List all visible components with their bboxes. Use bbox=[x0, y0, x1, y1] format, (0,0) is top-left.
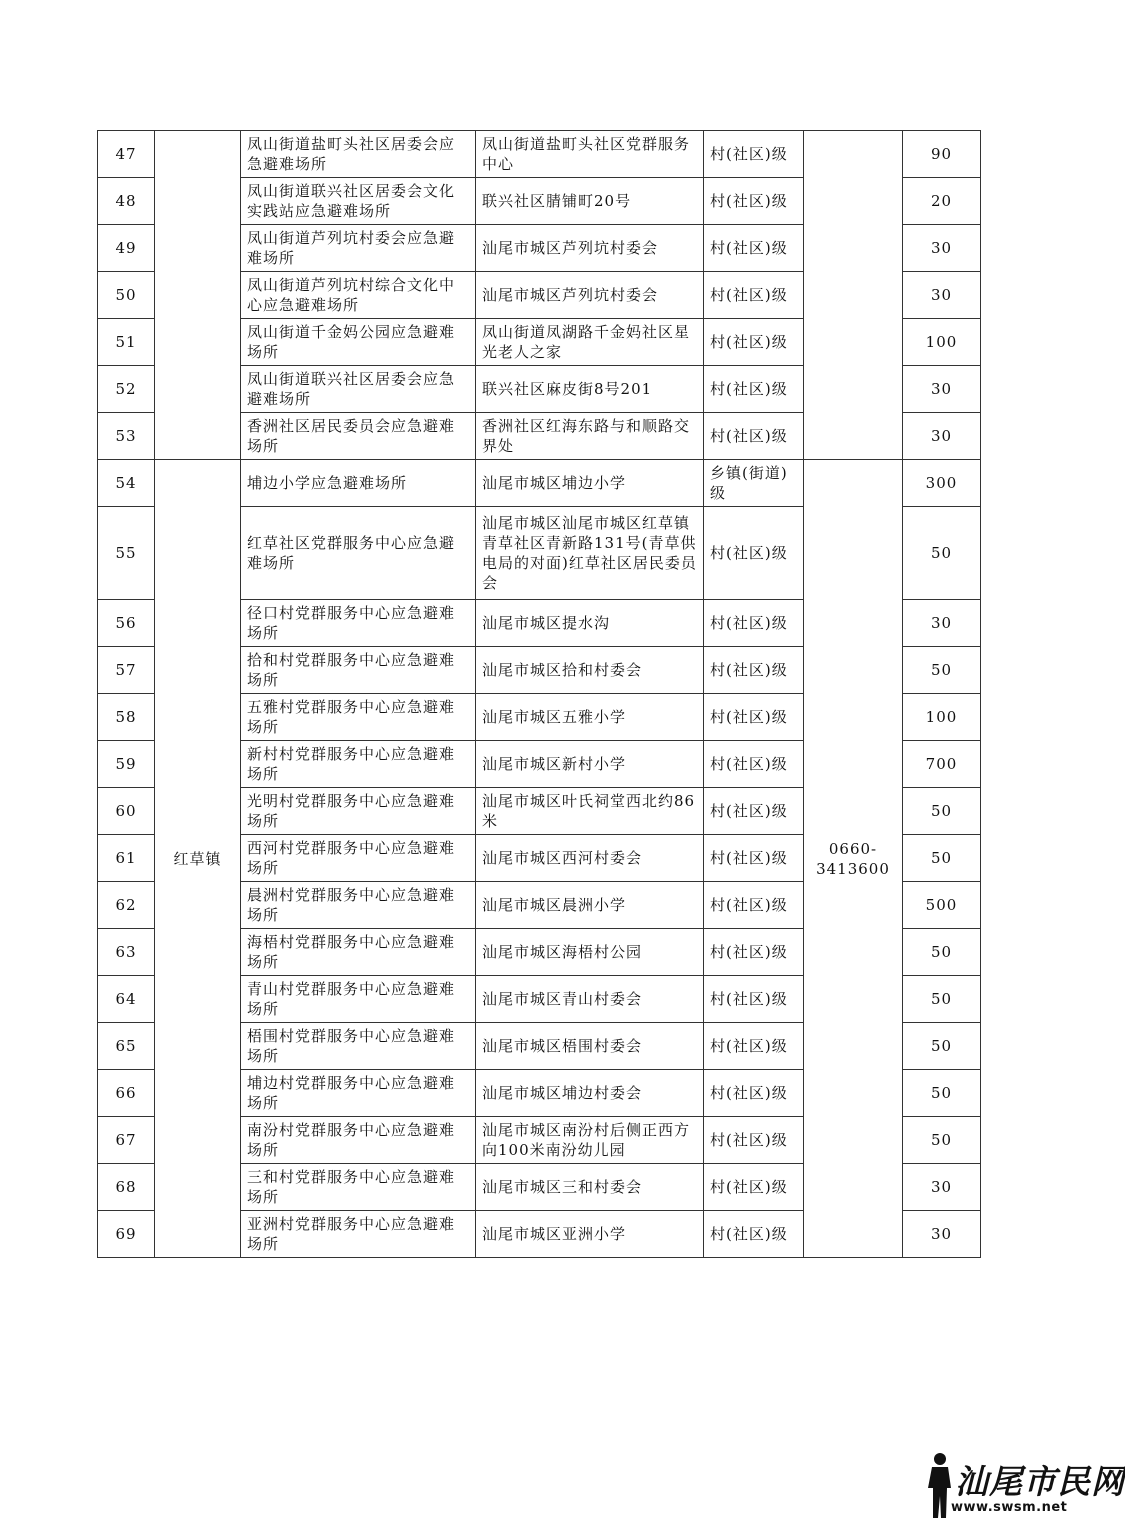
shelter-address: 凤山街道盐町头社区党群服务中心 bbox=[476, 131, 704, 178]
shelter-capacity: 100 bbox=[903, 694, 981, 741]
shelter-name: 凤山街道芦列坑村综合文化中心应急避难场所 bbox=[241, 272, 476, 319]
shelter-capacity: 20 bbox=[903, 178, 981, 225]
shelter-name: 亚洲村党群服务中心应急避难场所 bbox=[241, 1211, 476, 1258]
row-number: 67 bbox=[98, 1117, 155, 1164]
shelter-name: 香洲社区居民委员会应急避难场所 bbox=[241, 413, 476, 460]
shelter-name: 凤山街道千金妈公园应急避难场所 bbox=[241, 319, 476, 366]
row-number: 54 bbox=[98, 460, 155, 507]
shelter-level: 村(社区)级 bbox=[704, 366, 804, 413]
shelter-address: 汕尾市城区青山村委会 bbox=[476, 976, 704, 1023]
shelter-name: 凤山街道联兴社区居委会文化实践站应急避难场所 bbox=[241, 178, 476, 225]
shelter-address: 汕尾市城区亚洲小学 bbox=[476, 1211, 704, 1258]
shelter-capacity: 50 bbox=[903, 835, 981, 882]
phone-cell: 0660-3413600 bbox=[804, 460, 903, 1258]
shelter-name: 五雅村党群服务中心应急避难场所 bbox=[241, 694, 476, 741]
shelter-address: 汕尾市城区芦列坑村委会 bbox=[476, 225, 704, 272]
shelter-level: 村(社区)级 bbox=[704, 131, 804, 178]
shelter-level: 村(社区)级 bbox=[704, 694, 804, 741]
row-number: 48 bbox=[98, 178, 155, 225]
shelter-capacity: 50 bbox=[903, 647, 981, 694]
shelter-address: 汕尾市城区南汾村后侧正西方向100米南汾幼儿园 bbox=[476, 1117, 704, 1164]
row-number: 53 bbox=[98, 413, 155, 460]
shelter-level: 村(社区)级 bbox=[704, 835, 804, 882]
row-number: 57 bbox=[98, 647, 155, 694]
shelter-capacity: 30 bbox=[903, 413, 981, 460]
row-number: 61 bbox=[98, 835, 155, 882]
shelter-address: 汕尾市城区提水沟 bbox=[476, 600, 704, 647]
shelter-capacity: 30 bbox=[903, 272, 981, 319]
shelter-address: 汕尾市城区拾和村委会 bbox=[476, 647, 704, 694]
shelter-level: 村(社区)级 bbox=[704, 1211, 804, 1258]
shelter-address: 汕尾市城区埔边村委会 bbox=[476, 1070, 704, 1117]
shelter-capacity: 50 bbox=[903, 788, 981, 835]
shelter-level: 村(社区)级 bbox=[704, 788, 804, 835]
row-number: 50 bbox=[98, 272, 155, 319]
shelter-level: 村(社区)级 bbox=[704, 600, 804, 647]
shelter-name: 新村村党群服务中心应急避难场所 bbox=[241, 741, 476, 788]
shelter-level: 村(社区)级 bbox=[704, 413, 804, 460]
shelter-capacity: 50 bbox=[903, 1023, 981, 1070]
site-watermark bbox=[915, 1452, 1125, 1522]
row-number: 66 bbox=[98, 1070, 155, 1117]
shelter-capacity: 30 bbox=[903, 225, 981, 272]
shelter-name: 径口村党群服务中心应急避难场所 bbox=[241, 600, 476, 647]
shelter-address: 汕尾市城区新村小学 bbox=[476, 741, 704, 788]
shelter-level: 村(社区)级 bbox=[704, 1117, 804, 1164]
shelter-name: 埔边小学应急避难场所 bbox=[241, 460, 476, 507]
row-number: 64 bbox=[98, 976, 155, 1023]
shelter-name: 凤山街道芦列坑村委会应急避难场所 bbox=[241, 225, 476, 272]
shelter-name: 红草社区党群服务中心应急避难场所 bbox=[241, 507, 476, 600]
shelter-address: 联兴社区腈铺町20号 bbox=[476, 178, 704, 225]
watermark-title: 汕尾市民网 bbox=[955, 1462, 1125, 1501]
shelter-level: 村(社区)级 bbox=[704, 507, 804, 600]
row-number: 52 bbox=[98, 366, 155, 413]
shelter-address: 香洲社区红海东路与和顺路交界处 bbox=[476, 413, 704, 460]
shelter-name: 梧围村党群服务中心应急避难场所 bbox=[241, 1023, 476, 1070]
row-number: 65 bbox=[98, 1023, 155, 1070]
shelter-address: 汕尾市城区海梧村公园 bbox=[476, 929, 704, 976]
shelter-level: 村(社区)级 bbox=[704, 647, 804, 694]
shelter-level: 村(社区)级 bbox=[704, 929, 804, 976]
shelter-level: 村(社区)级 bbox=[704, 272, 804, 319]
shelter-address: 汕尾市城区芦列坑村委会 bbox=[476, 272, 704, 319]
row-number: 47 bbox=[98, 131, 155, 178]
shelter-name: 埔边村党群服务中心应急避难场所 bbox=[241, 1070, 476, 1117]
shelter-capacity: 30 bbox=[903, 1211, 981, 1258]
shelter-level: 村(社区)级 bbox=[704, 178, 804, 225]
shelter-level: 村(社区)级 bbox=[704, 225, 804, 272]
shelter-capacity: 700 bbox=[903, 741, 981, 788]
row-number: 69 bbox=[98, 1211, 155, 1258]
shelter-capacity: 300 bbox=[903, 460, 981, 507]
phone-cell-previous-group bbox=[804, 131, 903, 460]
table-row bbox=[98, 460, 981, 507]
shelter-address: 凤山街道凤湖路千金妈社区星光老人之家 bbox=[476, 319, 704, 366]
row-number: 60 bbox=[98, 788, 155, 835]
shelter-capacity: 50 bbox=[903, 1117, 981, 1164]
shelter-address: 汕尾市城区埔边小学 bbox=[476, 460, 704, 507]
shelter-name: 青山村党群服务中心应急避难场所 bbox=[241, 976, 476, 1023]
shelter-capacity: 50 bbox=[903, 929, 981, 976]
shelter-name: 南汾村党群服务中心应急避难场所 bbox=[241, 1117, 476, 1164]
shelter-capacity: 90 bbox=[903, 131, 981, 178]
shelter-level: 村(社区)级 bbox=[704, 1023, 804, 1070]
shelter-level: 乡镇(街道)级 bbox=[704, 460, 804, 507]
row-number: 58 bbox=[98, 694, 155, 741]
row-number: 51 bbox=[98, 319, 155, 366]
shelter-address: 汕尾市城区梧围村委会 bbox=[476, 1023, 704, 1070]
shelter-level: 村(社区)级 bbox=[704, 741, 804, 788]
shelter-name: 海梧村党群服务中心应急避难场所 bbox=[241, 929, 476, 976]
row-number: 59 bbox=[98, 741, 155, 788]
shelter-address: 汕尾市城区西河村委会 bbox=[476, 835, 704, 882]
shelter-capacity: 30 bbox=[903, 600, 981, 647]
row-number: 63 bbox=[98, 929, 155, 976]
shelter-table-container bbox=[97, 130, 980, 1258]
shelter-level: 村(社区)级 bbox=[704, 976, 804, 1023]
shelter-capacity: 100 bbox=[903, 319, 981, 366]
shelter-capacity: 500 bbox=[903, 882, 981, 929]
shelter-capacity: 50 bbox=[903, 976, 981, 1023]
shelter-capacity: 50 bbox=[903, 507, 981, 600]
shelter-address: 汕尾市城区汕尾市城区红草镇青草社区青新路131号(青草供电局的对面)红草社区居民委员会 bbox=[476, 507, 704, 600]
shelter-name: 西河村党群服务中心应急避难场所 bbox=[241, 835, 476, 882]
row-number: 56 bbox=[98, 600, 155, 647]
shelter-capacity: 30 bbox=[903, 366, 981, 413]
shelter-level: 村(社区)级 bbox=[704, 882, 804, 929]
row-number: 62 bbox=[98, 882, 155, 929]
shelter-level: 村(社区)级 bbox=[704, 1070, 804, 1117]
shelter-address: 汕尾市城区叶氏祠堂西北约86米 bbox=[476, 788, 704, 835]
row-number: 68 bbox=[98, 1164, 155, 1211]
shelter-name: 拾和村党群服务中心应急避难场所 bbox=[241, 647, 476, 694]
shelter-address: 汕尾市城区五雅小学 bbox=[476, 694, 704, 741]
shelter-name: 三和村党群服务中心应急避难场所 bbox=[241, 1164, 476, 1211]
shelter-name: 凤山街道盐町头社区居委会应急避难场所 bbox=[241, 131, 476, 178]
shelter-name: 晨洲村党群服务中心应急避难场所 bbox=[241, 882, 476, 929]
table-row bbox=[98, 131, 981, 178]
town-cell-previous-group bbox=[155, 131, 241, 460]
shelter-name: 光明村党群服务中心应急避难场所 bbox=[241, 788, 476, 835]
shelter-level: 村(社区)级 bbox=[704, 319, 804, 366]
shelter-table bbox=[97, 130, 981, 1258]
shelter-capacity: 30 bbox=[903, 1164, 981, 1211]
town-cell: 红草镇 bbox=[155, 460, 241, 1258]
shelter-capacity: 50 bbox=[903, 1070, 981, 1117]
shelter-level: 村(社区)级 bbox=[704, 1164, 804, 1211]
row-number: 49 bbox=[98, 225, 155, 272]
shelter-address: 联兴社区麻皮街8号201 bbox=[476, 366, 704, 413]
shelter-name: 凤山街道联兴社区居委会应急避难场所 bbox=[241, 366, 476, 413]
shelter-address: 汕尾市城区晨洲小学 bbox=[476, 882, 704, 929]
shelter-address: 汕尾市城区三和村委会 bbox=[476, 1164, 704, 1211]
watermark-url: www.swsm.net bbox=[951, 1500, 1068, 1515]
row-number: 55 bbox=[98, 507, 155, 600]
